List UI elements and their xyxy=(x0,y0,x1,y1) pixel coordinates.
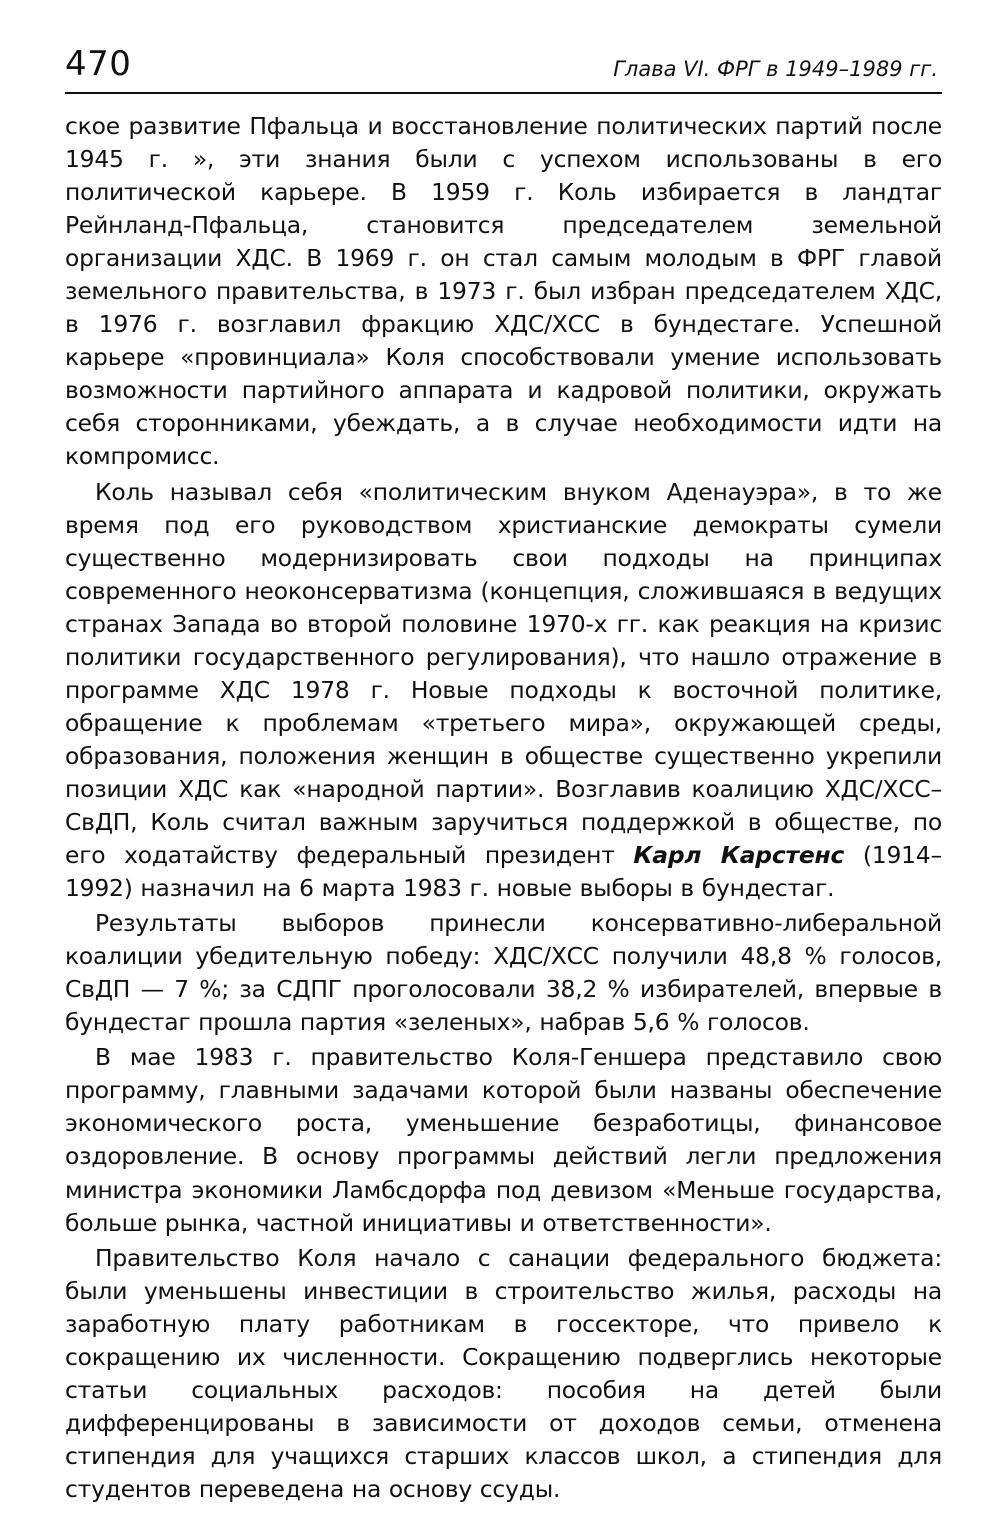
paragraph-1: ское развитие Пфальца и восстановление политических партий после 1945 г. », эти знания были с успехом использованы в его политической карьере. В 1959 г. Коль избирается в ландтаг Рейнланд-Пфальца, становится председателем земельной организации ХДС. В 1969 г. он стал самым молодым в ФРГ главой земельного правительства, в 1973 г. был избран председателем ХДС, в 1976 г. возглавил фракцию ХДС/ХСС в бундестаге. Успешной карьере «провинциала» Коля способствовали умение использовать возможности партийного аппарата и кадровой политики, окружать себя сторонниками, убеждать, а в случае необходимости идти на компромисс. xyxy=(65,112,942,471)
paragraph-5: Правительство Коля начало с санации федерального бюджета: были уменьшены инвестиции в строительство жилья, расходы на заработную плату работникам в госсекторе, что привело к сокращению их численности. Сокращению подверглись некоторые статьи социальных расходов: пособия на детей были дифференцированы в зависимости от доходов семьи, отменена стипендия для учащихся старших классов школ, а стипендия для студентов переведена на основу ссуды. xyxy=(65,1243,942,1503)
person-name-karstens: Карл Карстенс xyxy=(633,841,845,870)
body-text xyxy=(65,110,942,1506)
page-number: 470 xyxy=(65,44,132,84)
paragraph-2 xyxy=(65,476,942,906)
running-header xyxy=(65,40,942,94)
book-page xyxy=(65,40,942,1506)
paragraph-2-part-2: (1914–1992) назначил на 6 марта 1983 г. новые выборы в бундестаг. xyxy=(65,841,942,903)
chapter-title: Глава VI. ФРГ в 1949–1989 гг. xyxy=(613,57,938,81)
paragraph-2-part-1: Коль называл себя «политическим внуком Аденауэра», в то же время под его руководством христианские демократы сумели существенно модернизировать свои подходы на принципах современного неоконсерватизма (концепция, сложившаяся в ведущих странах Запада во второй половине 1970-х гг. как реакция на кризис политики государственного регулирования), что нашло отражение в программе ХДС 1978 г. Новые подходы к восточной политике, обращение к проблемам «третьего мира», окружающей среды, образования, положения женщин в обществе существенно укрепили позиции ХДС как «народной партии». Возглавив коалицию ХДС/ХСС–СвДП, Коль считал важным заручиться поддержкой в обществе, по его ходатайству федеральный президент xyxy=(65,477,942,870)
paragraph-3: Результаты выборов принесли консервативно-либеральной коалиции убедительную победу: ХДС/ХСС получили 48,8 % голосов, СвДП — 7 %; за СДПГ проголосовали 38,2 % избирателей, впервые в бундестаг прошла партия «зеленых», набрав 5,6 % голосов. xyxy=(65,909,942,1037)
paragraph-4: В мае 1983 г. правительство Коля-Геншера представило свою программу, главными задачами которой были названы обеспечение экономического роста, уменьшение безработицы, финансовое оздоровление. В основу программы действий легли предложения министра экономики Ламбсдорфа под девизом «Меньше государства, больше рынка, частной инициативы и ответственности». xyxy=(65,1043,942,1237)
